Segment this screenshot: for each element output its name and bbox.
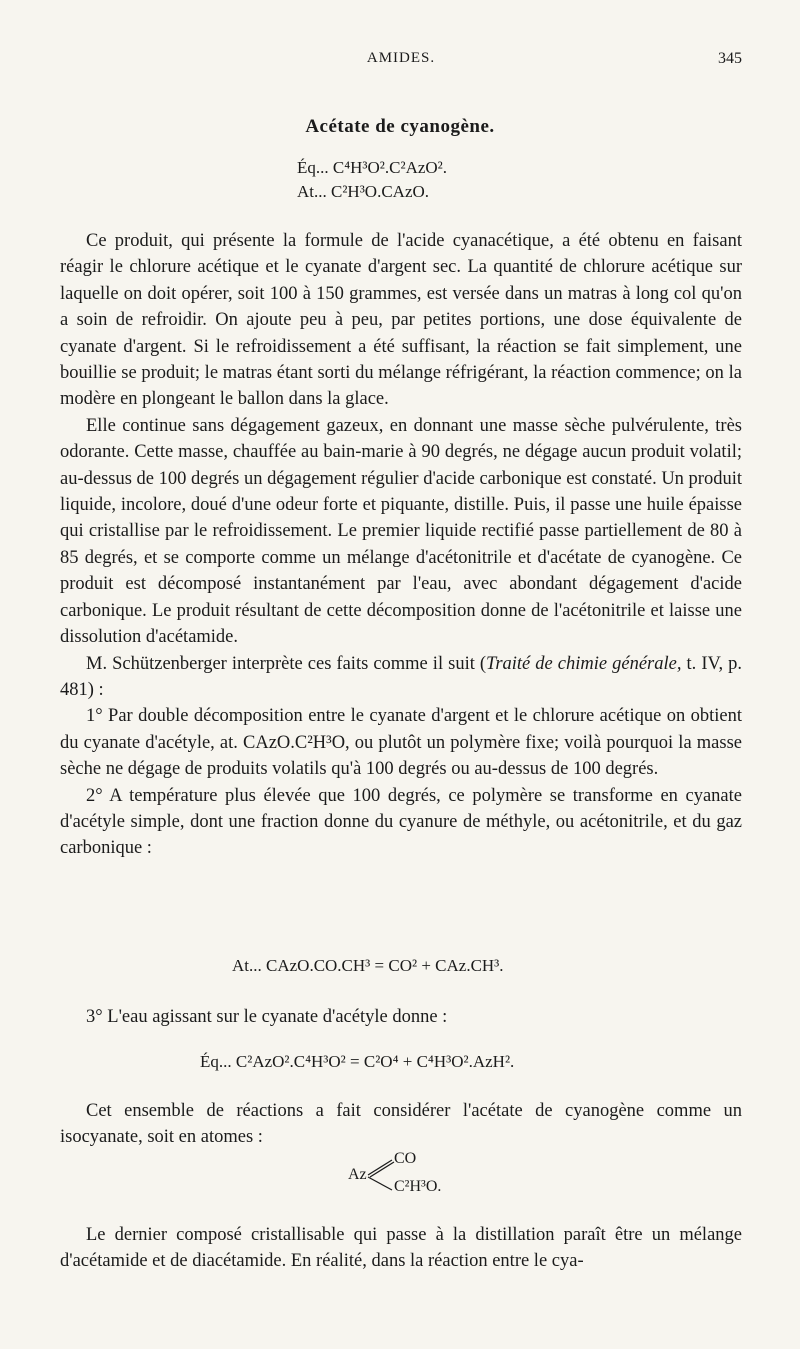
atomic-formula: At... C²H³O.CAzO. <box>297 182 430 201</box>
equation-2: Éq... C²AzO².C⁴H³O² = C²O⁴ + C⁴H³O².AzH². <box>200 1052 515 1071</box>
paragraph-3-end: t. IV, p. 481) : <box>60 653 742 700</box>
paragraph-6: 3° L'eau agissant sur le cyanate d'acétyle donne : <box>86 1007 448 1027</box>
running-head: AMIDES. <box>366 50 436 66</box>
structure-az: Az <box>348 1166 367 1183</box>
section-title: Acétate de cyanogène. <box>305 116 495 137</box>
page-number: 345 <box>718 50 742 67</box>
page-header <box>60 50 742 74</box>
structural-formula <box>348 1150 442 1202</box>
paragraph-4: 1° Par double décomposition entre le cyanate d'argent et le chlorure acétique on obtient du cyanate d'acétyle, at. CAzO.C²H³O, ou plutôt un polymère fixe; voilà pourquoi la masse sèche ne dégage de produits volatils qu'à 100 degrés ou au-dessus de 100 degrés. <box>60 706 742 780</box>
book-title: Traité de chimie générale, <box>486 653 682 674</box>
equivalent-formula: Éq... C⁴H³O².C²AzO². <box>297 158 448 177</box>
paragraph-1: Ce produit, qui présente la formule de l'acide cyanacétique, a été obtenu en faisant réagir le chlorure acétique et le cyanate d'argent sec. La quantité de chlorure acétique sur laquelle on doit opérer, soit 100 à 150 grammes, est versée dans un matras à long col qu'on a soin de refroidir. On ajoute peu à peu, par petites portions, une dose équivalente de cyanate d'argent. Si le refroidissement a été suffisant, la réaction se fait simplement, une bouillie se produit; le matras étant sorti du mélange réfrigérant, la réaction commence; on la modère en plongeant le ballon dans la glace. <box>60 231 742 410</box>
text-block-3 <box>60 1098 742 1151</box>
paragraph-3 <box>60 651 742 704</box>
paragraph-5: 2° A température plus élevée que 100 degrés, ce polymère se transforme en cyanate d'acétyle simple, dont une fraction donne du cyanure de méthyle, ou acétonitrile, et du gaz carbonique : <box>60 785 742 859</box>
text-block-2 <box>60 1004 742 1030</box>
paragraph-8: Le dernier composé cristallisable qui passe à la distillation paraît être un mélange d'acétamide et de diacétamide. En réalité, dans la réaction entre le cya- <box>60 1225 742 1272</box>
text-block-4 <box>60 1222 742 1275</box>
text-block-main <box>60 228 742 862</box>
paragraph-2: Elle continue sans dégagement gazeux, en donnant une masse sèche pulvérulente, très odorante. Cette masse, chauffée au bain-marie à 90 degrés, ne dégage aucun produit volatil; au-dessus de 100 degrés un dégagement régulier d'acide carbonique est constaté. Un produit liquide, incolore, doué d'une odeur forte et piquante, distille. Puis, il passe une huile épaisse qui cristallise par le refroidissement. Le premier liquide rectifié passe partiellement de 80 à 85 degrés, et se comporte comme un mélange d'acétonitrile et d'acétate de cyanogène. Ce produit est décomposé instantanément par l'eau, avec abondant dégagement d'acide carbonique. Le produit résultant de cette décomposition donne de l'acétonitrile et laisse une dissolution d'acétamide. <box>60 415 742 648</box>
equation-1: At... CAzO.CO.CH³ = CO² + CAz.CH³. <box>232 956 504 975</box>
paragraph-3-start: M. Schützenberger interprète ces faits comme il suit ( <box>86 653 487 674</box>
paragraph-7: Cet ensemble de réactions a fait considérer l'acétate de cyanogène comme un isocyanate, soit en atomes : <box>60 1101 742 1148</box>
bond-lines <box>366 1158 396 1192</box>
structure-c2h3o: C²H³O. <box>394 1178 442 1195</box>
structure-co: CO <box>394 1150 417 1167</box>
formula-block <box>297 156 447 204</box>
